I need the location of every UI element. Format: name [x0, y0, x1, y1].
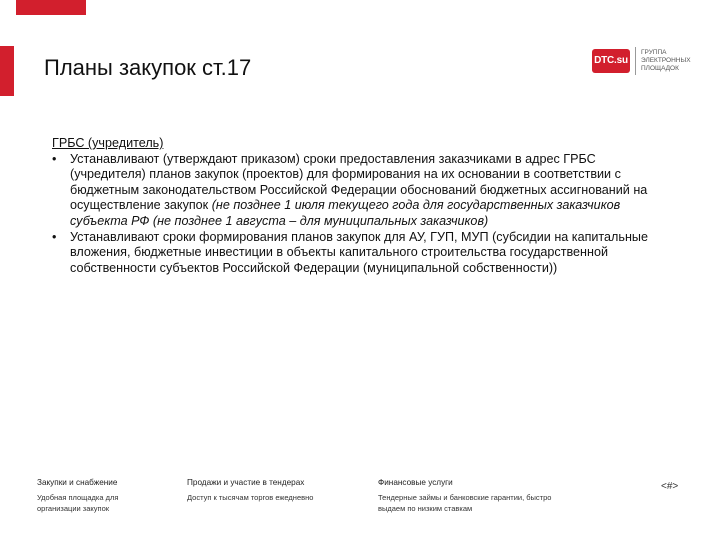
footer-title: Финансовые услуги — [378, 478, 453, 487]
footer-subtitle: Удобная площадка для организации закупок — [37, 493, 119, 513]
bullet-item — [52, 230, 672, 277]
bullet-marker: • — [52, 151, 57, 166]
footer-column-procurement — [37, 477, 157, 514]
footer-subtitle: Доступ к тысячам торгов ежедневно — [187, 493, 314, 502]
logo-text: ГРУППА ЭЛЕКТРОННЫХ ПЛОЩАДОК — [641, 49, 691, 72]
footer-subtitle: Тендерные займы и банковские гарантии, быстро выдаем по низким ставкам — [378, 493, 552, 513]
bullet-text: Устанавливают сроки формирования планов закупок для АУ, ГУП, МУП (субсидии на капитальные вложения, бюджетные инвестиции в объекты капитального строительства государственной собственности субъектов Российской Федерации (муниципальной собственности)) — [70, 229, 648, 275]
bullet-list — [52, 152, 672, 277]
footer-column-finance — [378, 477, 558, 514]
bullet-italic-text: (не позднее 1 июля текущего года для государственных заказчиков субъекта РФ (не позднее 1 августа – для муниципальных заказчиков) — [70, 198, 621, 228]
footer-column-sales — [187, 477, 347, 503]
left-accent-bar — [0, 46, 14, 96]
company-logo — [592, 47, 691, 75]
top-accent-tab — [16, 0, 86, 15]
footer-title: Продажи и участие в тендерах — [187, 478, 305, 487]
section-heading: ГРБС (учредитель) — [52, 136, 164, 150]
logo-divider — [635, 47, 636, 75]
bullet-item — [52, 152, 672, 230]
bullet-text: Устанавливают (утверждают приказом) сроки предоставления заказчиками в адрес ГРБС (учредителя) планов закупок (проектов) для формирования на их основании в соответствии с бюджетным законодательством Российской Федерации обоснований бюджетных ассигнований на осуществление закупок — [70, 151, 648, 213]
page-number: <#> — [661, 481, 679, 492]
logo-mark: DTC.su — [592, 49, 630, 73]
slide-title: Планы закупок ст.17 — [44, 55, 252, 80]
bullet-marker: • — [52, 229, 57, 244]
footer-title: Закупки и снабжение — [37, 478, 118, 487]
slide-content — [52, 136, 672, 276]
